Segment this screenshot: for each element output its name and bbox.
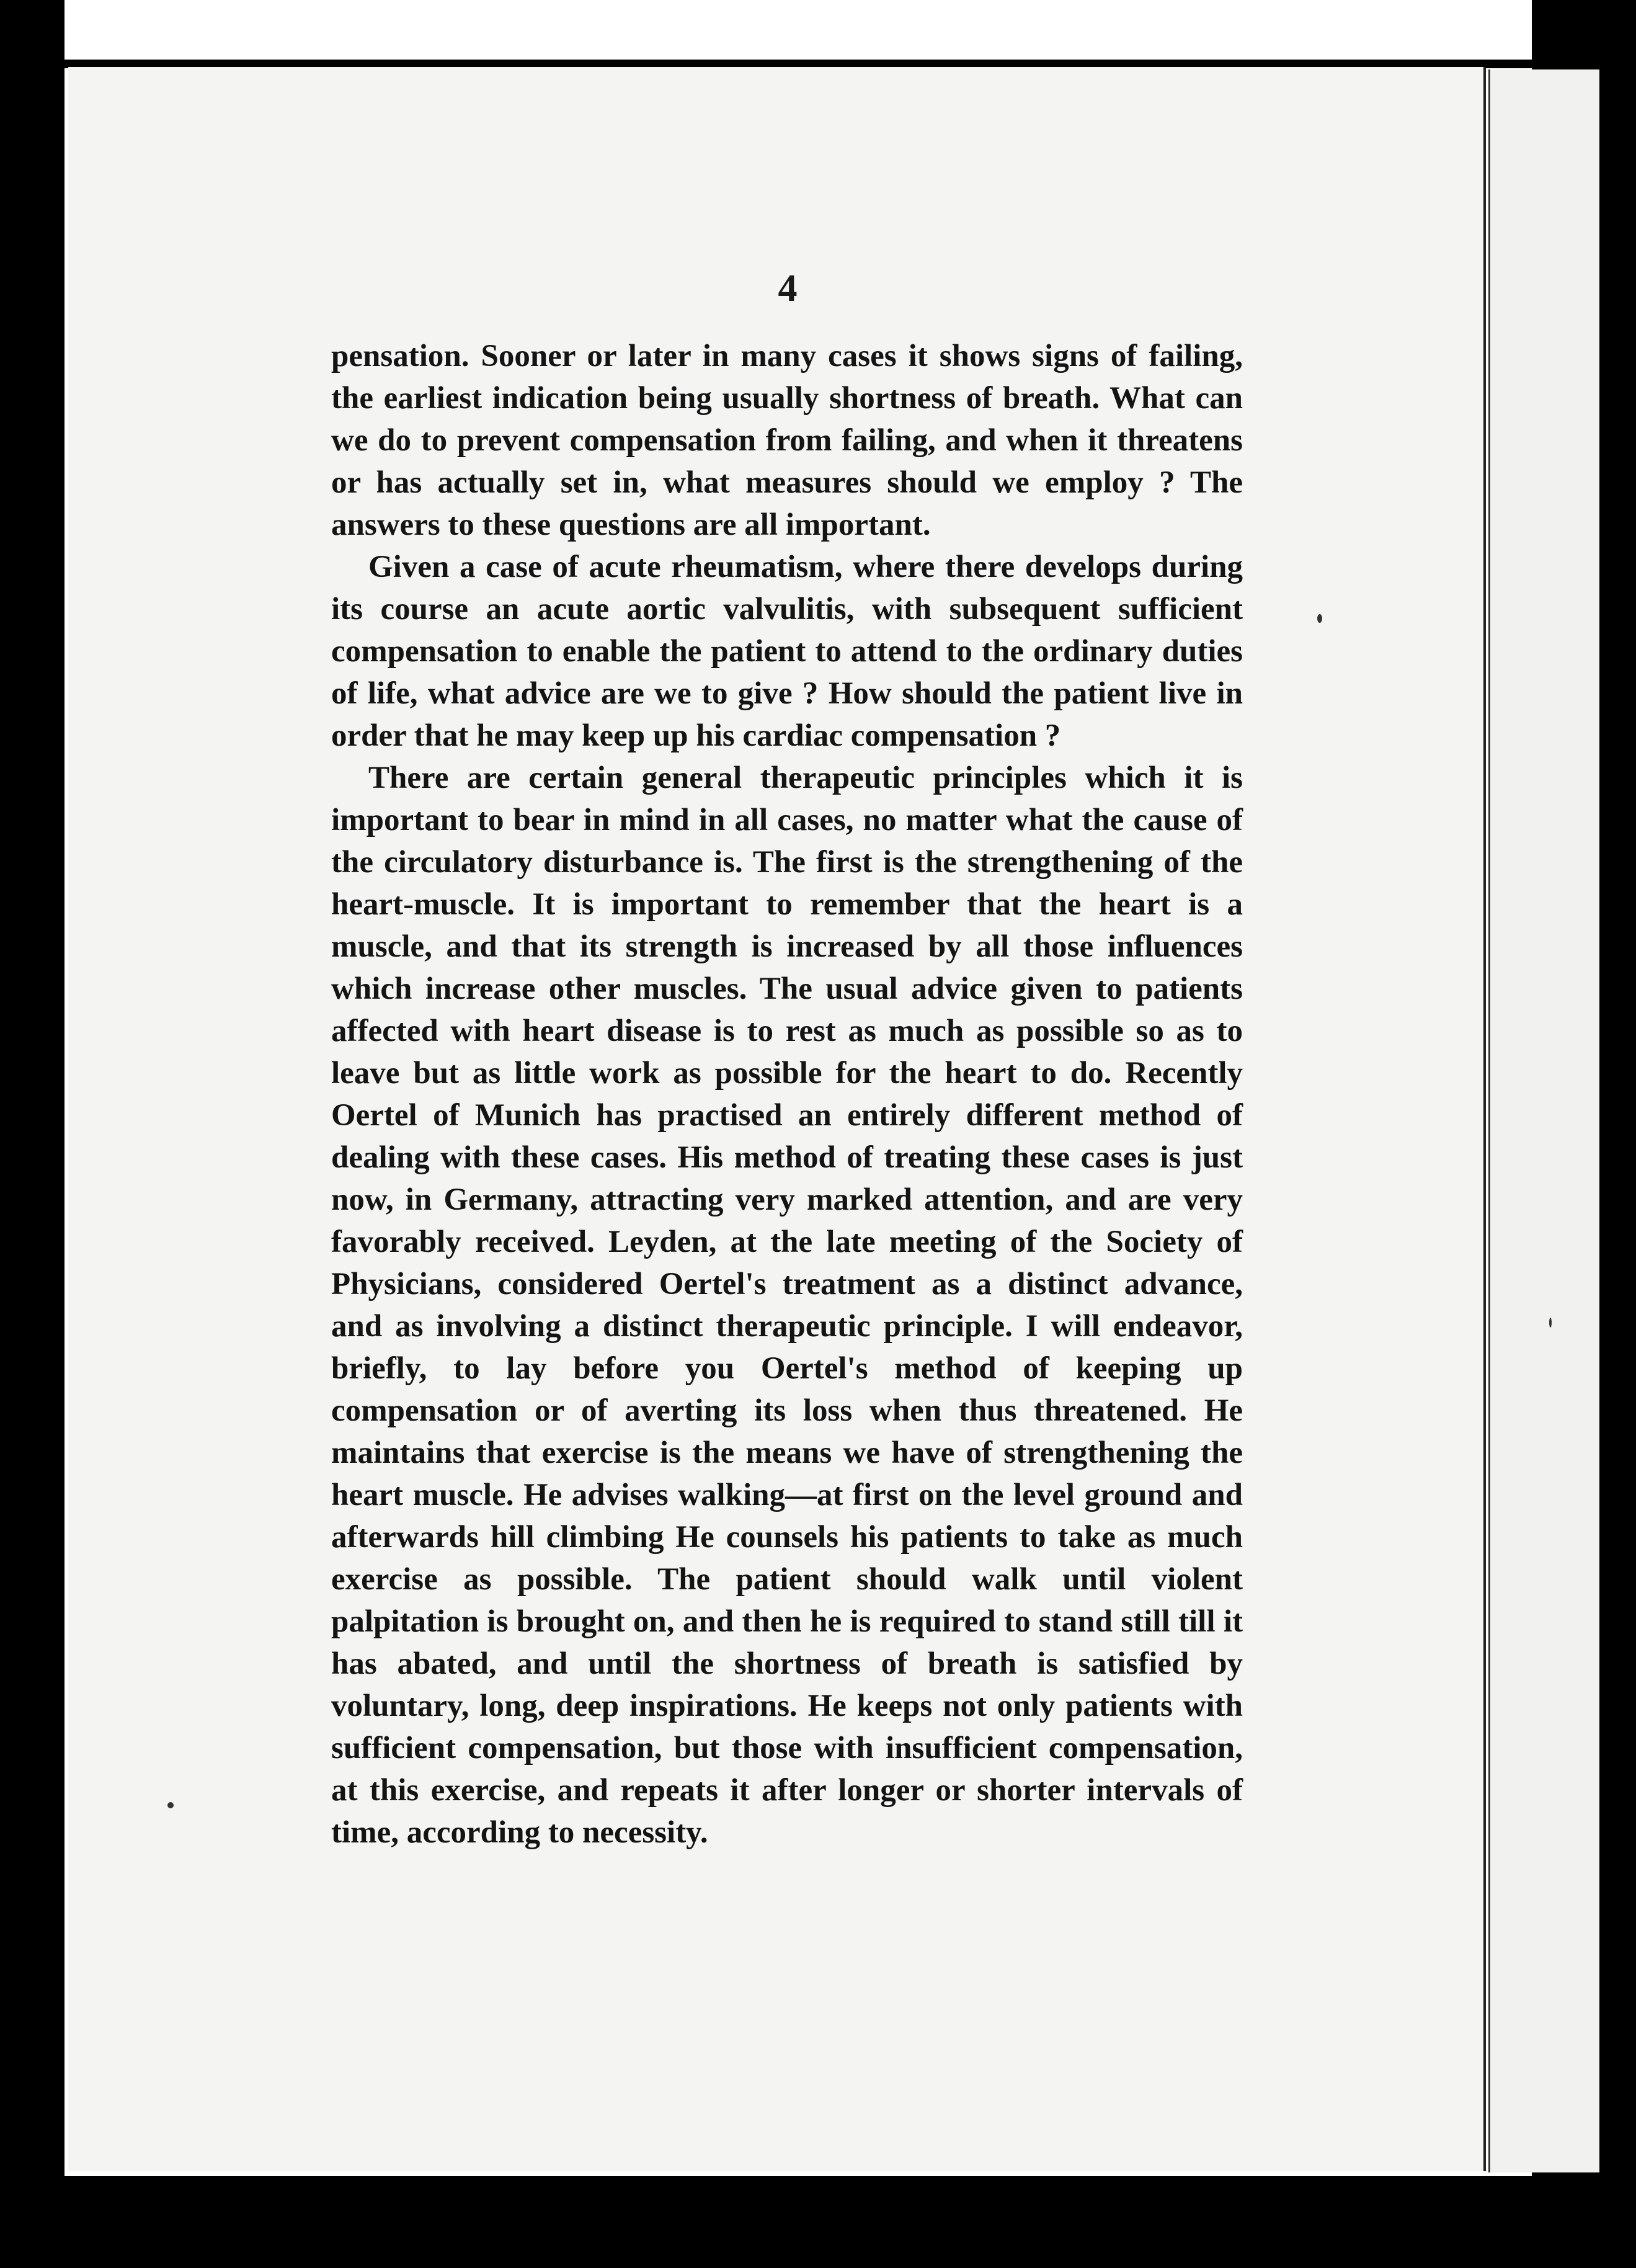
page-number: 4 <box>778 267 798 310</box>
scan-speck <box>167 1802 174 1808</box>
facing-page-edge <box>1488 69 1599 2172</box>
scan-border-top <box>0 0 1636 62</box>
scan-border-left <box>0 0 64 2268</box>
paragraph-3: There are certain general therapeutic principles which it is important to bear in mind in all cases, no matter what the cause of the circulatory disturbance is. The first is the strengthening of the heart-muscle. It is important to remember that the heart is a muscle, and that its strength is increased by all those influences which increase other muscles. The usual advice given to patients affected with heart disease is to rest as much as possible so as to leave but as little work as possible for the heart to do. Recently Oertel of Munich has practised an entirely different method of dealing with these cases. His method of treating these cases is just now, in Germany, attracting very marked attention, and are very favorably received. Leyden, at the late meeting of the Society of Physicians, considered Oertel's treatment as a distinct advance, and as involving a distinct therapeutic principle. I will endeavor, briefly, to lay before you Oertel's method of keeping up compensation or of averting its loss when thus threatened. He maintains that exercise is the means we have of strengthening the heart muscle. He advises walking—at first on the level ground and afterwards hill climbing He counsels his patients to take as much exercise as possible. The patient should walk until violent palpitation is brought on, and then he is required to stand still till it has abated, and until the shortness of breath is satisfied by voluntary, long, deep inspirations. He keeps not only patients with sufficient compensation, but those with insufficient compensation, at this exercise, and repeats it after longer or shorter intervals of time, according to necessity. <box>331 761 1243 1850</box>
scan-speck <box>1317 614 1322 623</box>
scan-speck <box>1549 1318 1552 1328</box>
scan-border-bottom <box>0 2176 1636 2268</box>
body-text <box>331 335 1243 1854</box>
paragraph-1: pensation. Sooner or later in many cases it shows signs of failing, the earliest indication being usually shortness of breath. What can we do to prevent compensation from failing, and when it threatens or has actually set in, what measures should we employ ? The answers to these questions are all important. <box>331 339 1243 542</box>
paragraph-2: Given a case of acute rheumatism, where there develops during its course an acute aortic valvulitis, with subsequent sufficient compensation to enable the patient to attend to the ordinary duties of life, what advice are we to give ? How should the patient live in order that he may keep up his cardiac compensation ? <box>331 550 1243 753</box>
